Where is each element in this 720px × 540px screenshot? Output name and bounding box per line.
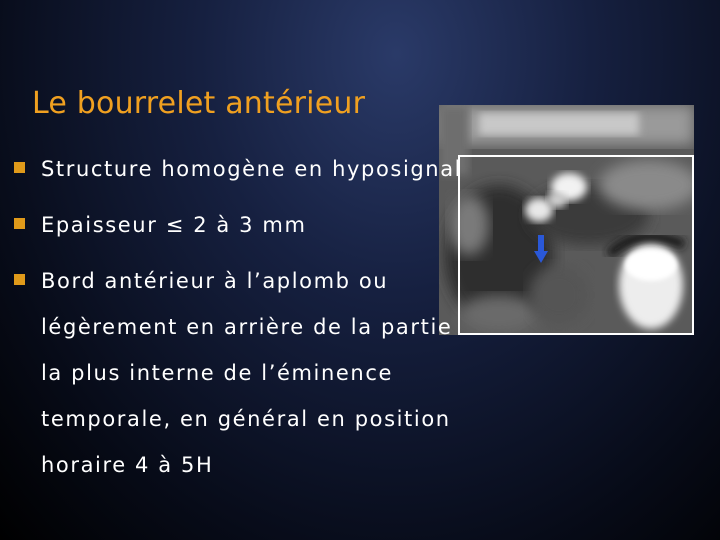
bullet-item <box>14 202 474 248</box>
bullet-text: Bord antérieur à l’aplomb ou légèrement en arrière de la partie la plus interne de l’éminence temporale, en général en position horaire 4 à 5H <box>41 269 453 477</box>
mri-highlight-frame <box>458 155 694 335</box>
bullet-item <box>14 258 474 488</box>
bullet-list <box>14 146 474 498</box>
bullet-text: Epaisseur ≤ 2 à 3 mm <box>41 213 307 237</box>
bullet-marker <box>14 274 25 285</box>
bullet-item <box>14 146 474 192</box>
slide-title: Le bourrelet antérieur <box>32 86 366 121</box>
blue-down-arrow-icon <box>534 235 548 263</box>
bullet-marker <box>14 162 25 173</box>
bullet-marker <box>14 218 25 229</box>
bullet-text: Structure homogène en hyposignal <box>41 157 463 181</box>
